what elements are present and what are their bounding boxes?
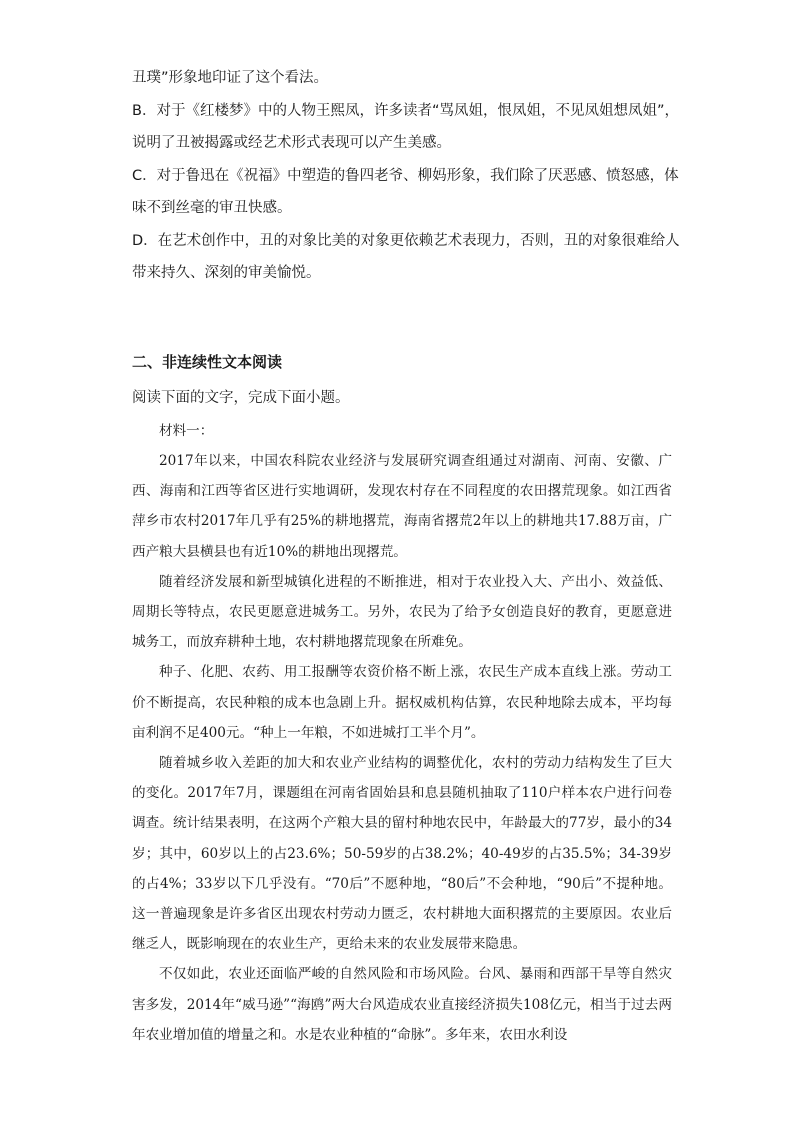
answer-options [132, 62, 680, 290]
material-text [132, 416, 672, 1050]
paragraph: 种子、化肥、农药、用工报酬等农资价格不断上涨，农民生产成本直线上涨。劳动工价不断提高，农民种粮的成本也急剧上升。据权威机构估算，农民种地除去成本，平均每亩利润不足400元。“种上一年粮，不如进城打工半个月”。 [132, 664, 672, 741]
material-label: 材料一： [159, 423, 214, 439]
instruction-text: 阅读下面的文字，完成下面小题。 [132, 390, 350, 406]
option-line: 说明了丑被揭露或经艺术形式表现可以产生美感。 [132, 135, 451, 151]
option-line: 丑璞”形象地印证了这个看法。 [132, 70, 329, 86]
paragraph: 不仅如此，农业还面临严峻的自然风险和市场风险。台风、暴雨和西部干旱等自然灾害多发，2014年“威马逊”“海鸥”两大台风造成农业直接经济损失108亿元，相当于过去两年农业增加值的增量之和。水是农业种植的“命脉”。多年来，农田水利设 [132, 966, 672, 1043]
option-line: 带来持久、深刻的审美愉悦。 [132, 265, 321, 281]
paragraph: 随着城乡收入差距的加大和农业产业结构的调整优化，农村的劳动力结构发生了巨大的变化。2017年7月，课题组在河南省固始县和息县随机抽取了110户样本农户进行问卷调查。统计结果表明，在这两个产粮大县的留村种地农民中，年龄最大的77岁，最小的34岁；其中，60岁以上的占23.6%；50-59岁的占38.2%；40-49岁的占35.5%；34-39岁的占4%；33岁以下几乎没有。“70后”不愿种地，“80后”不会种地，“90后”不提种地。这一普遍现象是许多省区出现农村劳动力匮乏，农村耕地大面积撂荒的主要原因。农业后继乏人，既影响现在的农业生产，更给未来的农业发展带来隐患。 [132, 755, 672, 953]
option-c-line: C．对于鲁迅在《祝福》中塑造的鲁四老爷、柳妈形象，我们除了厌恶感、愤怒感，体 [132, 167, 679, 184]
paragraph: 2017年以来，中国农科院农业经济与发展研究调查组通过对湖南、河南、安徽、广西、海南和江西等省区进行实地调研，发现农村存在不同程度的农田撂荒现象。如江西省萍乡市农村2017年几乎有25%的耕地撂荒，海南省撂荒2年以上的耕地共17.88万亩，广西产粮大县横县也有近10%的耕地出现撂荒。 [132, 453, 672, 560]
paragraph: 随着经济发展和新型城镇化进程的不断推进，相对于农业投入大、产出小、效益低、周期长等特点，农民更愿意进城务工。另外，农民为了给予女创造良好的教育，更愿意进城务工，而放弃耕种土地，农村耕地撂荒现象在所难免。 [132, 573, 672, 651]
option-line: 味不到丝毫的审丑快感。 [132, 200, 292, 216]
option-d-line: D．在艺术创作中，丑的对象比美的对象更依赖艺术表现力，否则，丑的对象很难给人 [132, 232, 680, 249]
section-heading: 二、非连续性文本阅读 [132, 353, 283, 371]
option-b-line: B．对于《红楼梦》中的人物王熙凤，许多读者“骂凤姐，恨凤姐，不见凤姐想凤姐”， [132, 102, 679, 119]
